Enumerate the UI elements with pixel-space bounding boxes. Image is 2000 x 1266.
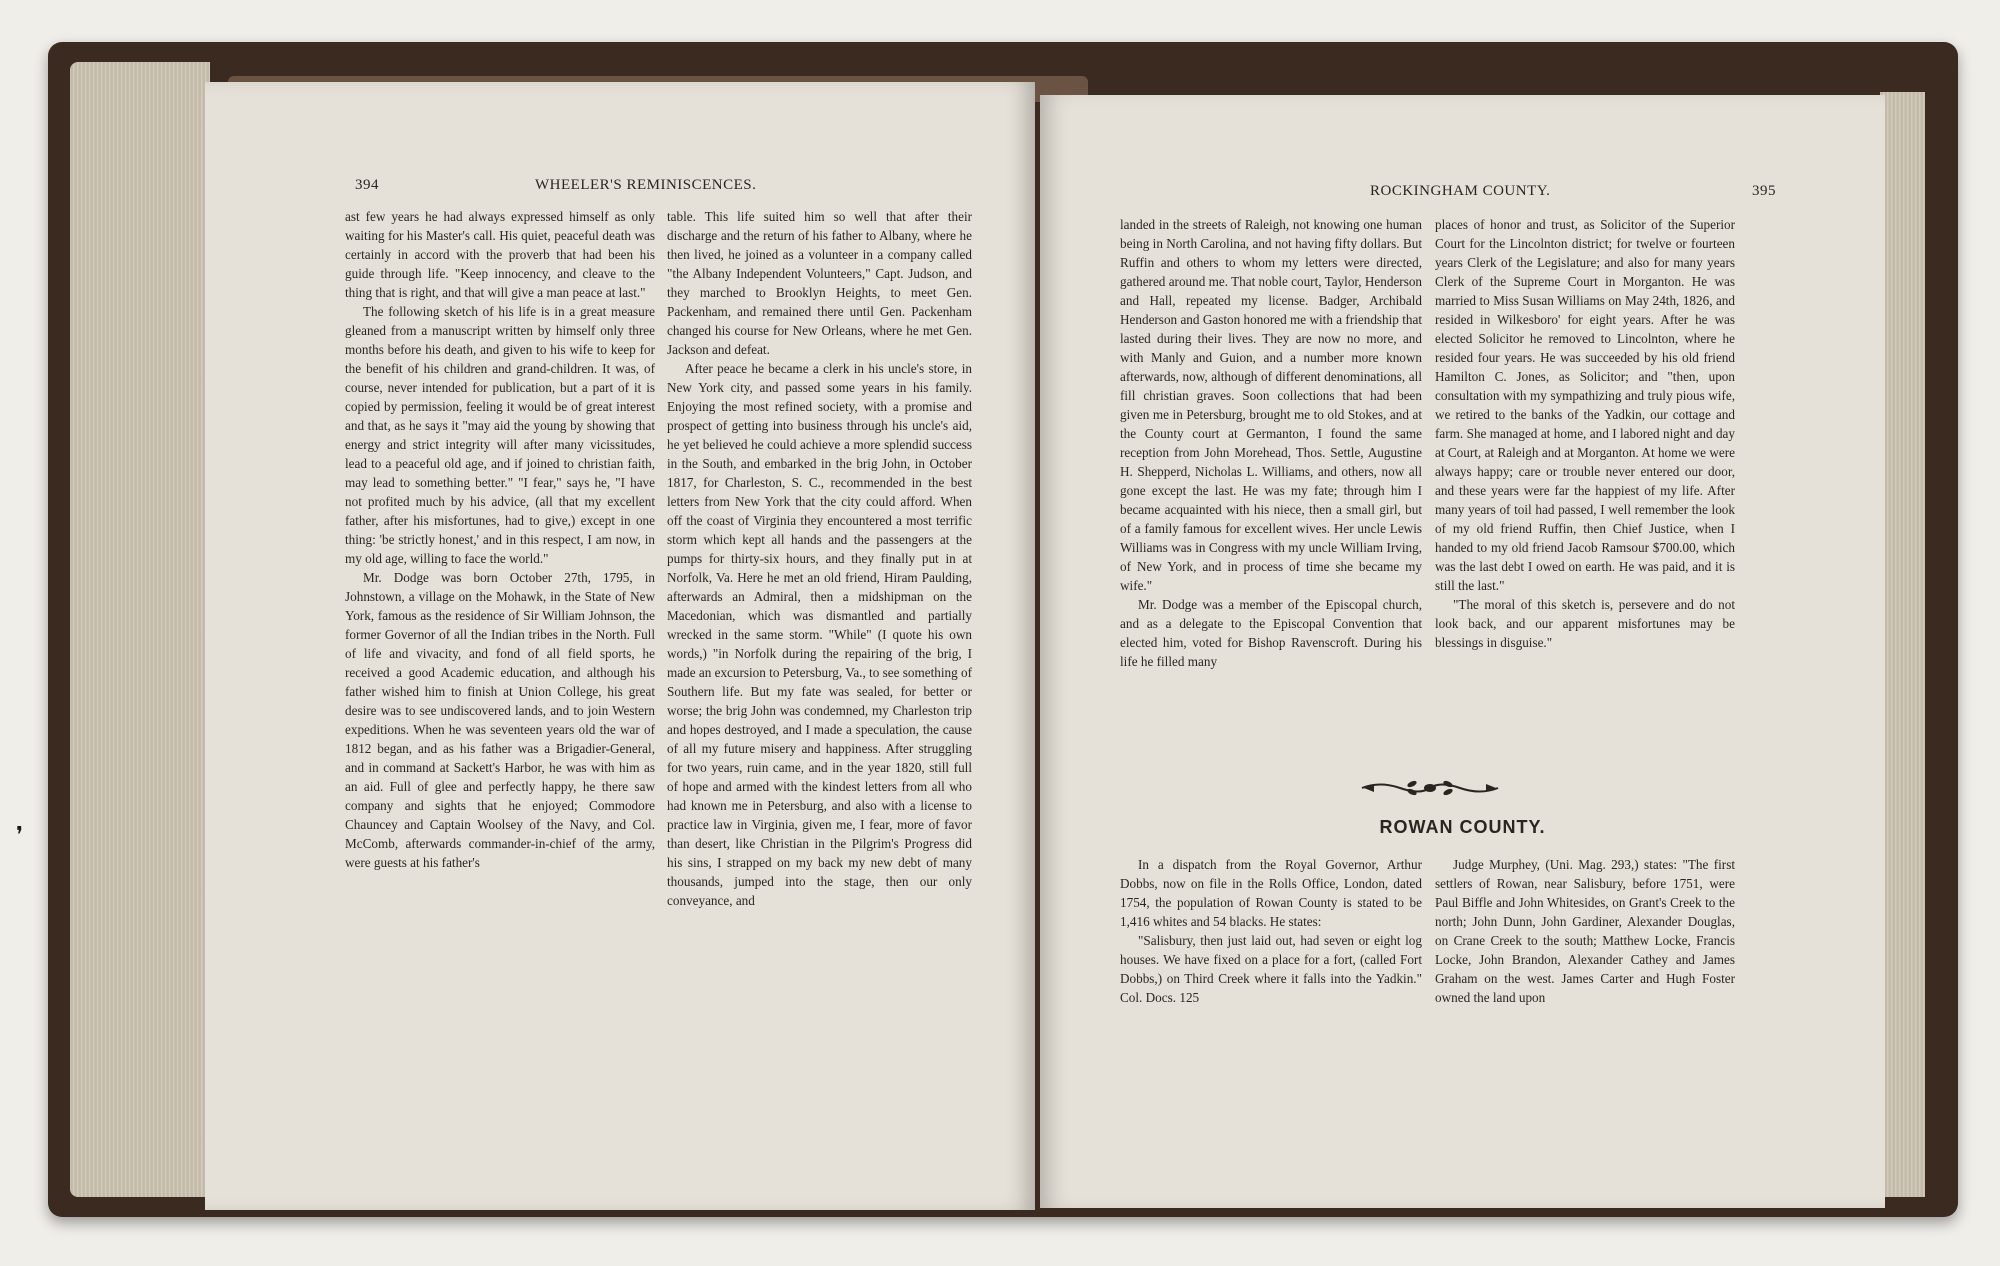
right-running-title: ROCKINGHAM COUNTY. bbox=[1370, 183, 1551, 199]
paragraph: ast few years he had always expressed himself as only waiting for his Master's call. His quiet, peaceful death was certainly in accord with the proverb that had been his guide through life. "Keep innocency, and cleave to the thing that is right, and that will give a man peace at last." bbox=[345, 209, 655, 300]
paragraph: "The moral of this sketch is, persevere and do not look back, and our apparent misfortunes may be blessings in disguise." bbox=[1435, 597, 1735, 650]
paragraph: The following sketch of his life is in a great measure gleaned from a manuscript written by himself only three months before his death, and given to his wife to keep for the benefit of his children and grand-children. It was, of course, never intended for publication, but a part of it is copied by permission, feeling it would be of great interest and that, as he says it "may aid the young by showing that energy and strict integrity will after many vicissitudes, lead to a peaceful old age, and if joined to christian faith, may lead to something better." "I fear," says he, "I have not profited much by his advice, (all that my excellent father, after his misfortunes, had to give,) except in one thing: 'be strictly honest,' and in this respect, I am now, in my old age, willing to face the world." bbox=[345, 304, 655, 566]
right-page-edges bbox=[1880, 92, 1925, 1197]
left-page bbox=[205, 82, 1035, 1210]
rowan-column-2 bbox=[1435, 855, 1735, 1007]
paragraph: After peace he became a clerk in his uncle's store, in New York city, and passed some years in his family. Enjoying the most refined society, with a promise and prospect of getting into business through his uncle's aid, he yet believed he could achieve a more splendid success in the South, and embarked in the brig John, in October 1817, for Charleston, S. C., recommended in the best letters from New York that the city could afford. When off the coast of Virginia they encountered a most terrific storm which kept all hands and the passengers at the pumps for thirty-six hours, and they finally put in at Norfolk, Va. Here he met an old friend, Hiram Paulding, afterwards an Admiral, then a midshipman on the Macedonian, which was dismantled and partially wrecked in the same storm. "While" (I quote his own words,) "in Norfolk during the repairing of the brig, I made an excursion to Petersburg, Va., to see something of Southern life. But my fate was sealed, for better or worse; the brig John was condemned, my Charleston trip and hopes destroyed, and I made a speculation, the cause of all my future misery and happiness. After struggling for two years, ruin came, and in the year 1820, still full of hope and armed with the kindest letters from all who had known me in Petersburg, and also with a license to practice law in Virginia, given me, I fear, more of favor than desert, like Christian in the Pilgrim's Progress did his sins, I strapped on my back my new debt of many thousands, jumped into the stage, then our only conveyance, and bbox=[667, 361, 972, 908]
left-page-edges bbox=[70, 62, 210, 1197]
section-title: ROWAN COUNTY. bbox=[1379, 817, 1546, 837]
left-column-1 bbox=[345, 207, 655, 872]
right-page bbox=[1040, 95, 1885, 1208]
right-page-number: 395 bbox=[1752, 183, 1776, 199]
paragraph: In a dispatch from the Royal Governor, Arthur Dobbs, now on file in the Rolls Office, London, dated 1754, the population of Rowan County is stated to be 1,416 whites and 54 blacks. He states: bbox=[1120, 857, 1422, 929]
left-page-number: 394 bbox=[355, 177, 379, 193]
rowan-column-1 bbox=[1120, 855, 1422, 1007]
paragraph: table. This life suited him so well that after their discharge and the return of his father to Albany, where he then lived, he joined as a volunteer in a company called "the Albany Independent Volunteers," Capt. Judson, and they marched to Brooklyn Heights, to meet Gen. Packenham, and remained there until Gen. Packenham changed his course for New Orleans, where he met Gen. Jackson and defeat. bbox=[667, 209, 972, 357]
right-column-2 bbox=[1435, 215, 1735, 652]
right-column-1 bbox=[1120, 215, 1422, 671]
paragraph: Judge Murphey, (Uni. Mag. 293,) states: "The first settlers of Rowan, near Salisbury, before 1751, were Paul Biffle and John Whitesides, on Grant's Creek to the north; John Dunn, John Gardiner, Alexander Douglas, on Crane Creek to the south; Matthew Locke, Francis Locke, John Brandon, Alexander Cathey and James Graham on the west. James Carter and Hugh Foster owned the land upon bbox=[1435, 857, 1735, 1005]
paragraph: places of honor and trust, as Solicitor of the Superior Court for the Lincolnton district; for twelve or fourteen years Clerk of the Legislature; and also for many years Clerk of the Supreme Court in Morganton. He was married to Miss Susan Williams on May 24th, 1826, and resided in Wilkesboro' for eight years. After he was elected Solicitor he removed to Lincolnton, where he resided four years. He was succeeded by his old friend Hamilton C. Jones, as Solicitor; and "then, upon consultation with my sympathizing and truly pious wife, we retired to the banks of the Yadkin, our cottage and farm. She managed at home, and I labored night and day at Court, at Raleigh and at Morganton. At home we were always happy; care or trouble never entered our door, and these years were far the happiest of my life. After many years of toil had passed, I well remember the look of my old friend Ruffin, then Chief Justice, when I handed to my old friend Jacob Ramsour $700.00, which was the last debt I owed on earth. He was paid, and it is still the last." bbox=[1435, 217, 1735, 593]
paragraph: Mr. Dodge was born October 27th, 1795, in Johnstown, a village on the Mohawk, in the State of New York, famous as the residence of Sir William Johnson, the former Governor of all the Indian tribes in the North. Full of life and vivacity, and fond of all field sports, he received a good Academic education, and although his father wished him to finish at Union College, his great desire was to see undiscovered lands, and to join Western expeditions. When he was seventeen years old the war of 1812 began, and as his father was a Brigadier-General, and in command at Sackett's Harbor, he was with him as an aid. Full of glee and perfectly happy, he there saw company and sights that he enjoyed; Commodore Chauncey and Captain Woolsey of the Navy, and Col. McComb, afterwards commander-in-chief of the army, were guests at his father's bbox=[345, 570, 655, 870]
ornament-divider bbox=[1360, 775, 1500, 801]
paragraph: "Salisbury, then just laid out, had seven or eight log houses. We have fixed on a place for a fort, (called Fort Dobbs,) on Third Creek where it falls into the Yadkin." Col. Docs. 125 bbox=[1120, 933, 1422, 1005]
margin-mark: ❜ bbox=[16, 822, 24, 847]
paragraph: Mr. Dodge was a member of the Episcopal church, and as a delegate to the Episcopal Convention that elected him, voted for Bishop Ravenscroft. During his life he filled many bbox=[1120, 597, 1422, 669]
left-running-title: WHEELER'S REMINISCENCES. bbox=[535, 177, 757, 193]
left-column-2 bbox=[667, 207, 972, 910]
paragraph: landed in the streets of Raleigh, not knowing one human being in North Carolina, and not having fifty dollars. But Ruffin and others to whom my letters were directed, gathered around me. That noble court, Taylor, Henderson and Hall, repeated my license. Badger, Archibald Henderson and Gaston honored me with a friendship that lasted during their lives. They are now no more, and with Manly and Guion, and a number more known afterwards, now, although of different denominations, all fill christian graves. Soon collections that had been given me in Petersburg, brought me to old Stokes, and at the County court at Germanton, I found the same reception from John Morehead, Thos. Settle, Augustine H. Shepperd, Nicholas L. Williams, and others, now all gone except the last. He was my fate; through him I became acquainted with his niece, then a small girl, but of a family famous for excellent wives. Her uncle Lewis Williams was in Congress with my uncle William Irving, of New York, and in process of time she became my wife." bbox=[1120, 217, 1423, 593]
